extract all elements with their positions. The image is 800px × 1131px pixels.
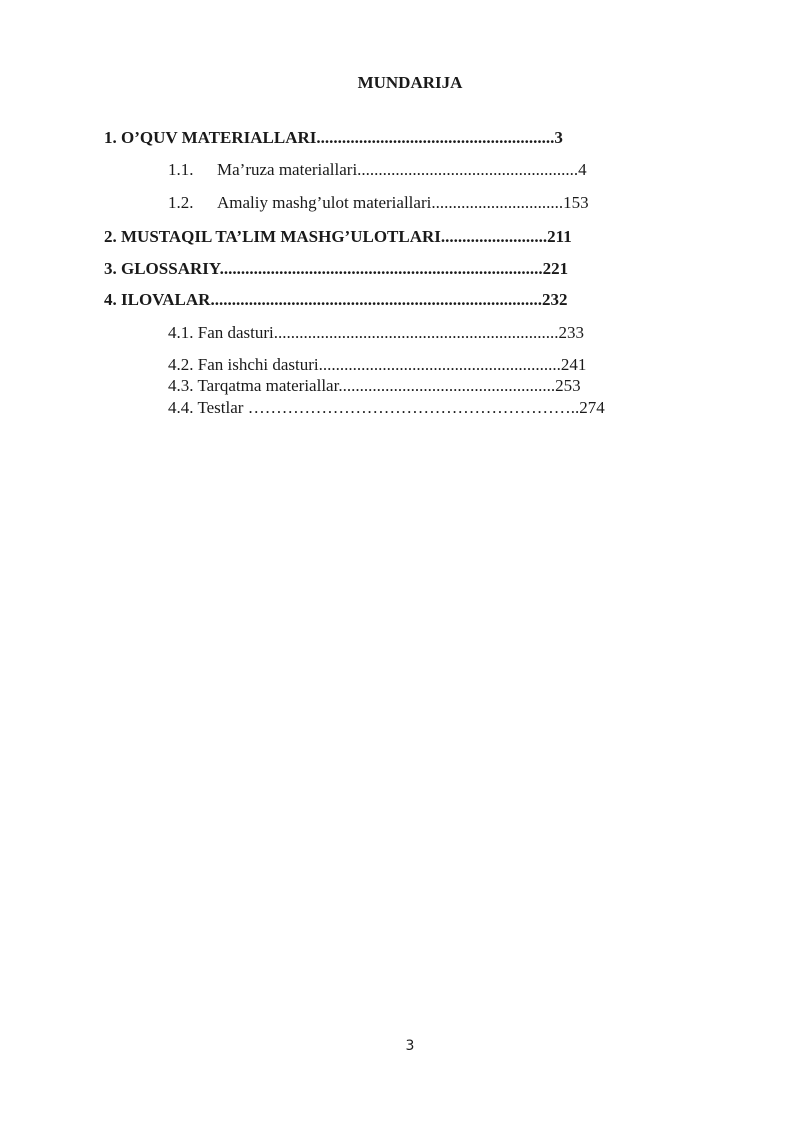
toc-leader-dots: ...................................................	[338, 376, 556, 395]
toc-entry-text: 4.3. Tarqatma materiallar	[168, 376, 339, 395]
toc-entry-1-1[interactable]	[168, 159, 630, 181]
toc-leader-dots: ....................................................	[357, 160, 579, 179]
toc-entry-4-4[interactable]	[168, 397, 630, 419]
document-title: MUNDARIJA	[357, 73, 463, 92]
toc-entry-text: 4.2. Fan ishchi dasturi	[168, 355, 319, 374]
toc-entry-text: Ma’ruza materiallari	[217, 160, 358, 179]
toc-entry-text: Amaliy mashg’ulot materiallari	[217, 193, 432, 212]
toc-entry-1-2[interactable]	[168, 192, 630, 214]
toc-entry-text: 3. GLOSSARIY	[104, 259, 220, 278]
toc-entry-1[interactable]	[104, 127, 624, 149]
toc-page-number: 3	[554, 128, 563, 147]
toc-page-number: 221	[542, 259, 569, 278]
toc-entry-text: 4. ILOVALAR	[104, 290, 211, 309]
toc-page-number: 233	[558, 323, 585, 342]
toc-entry-number: 1.1.	[168, 160, 194, 179]
toc-page-number: 274	[579, 398, 605, 417]
toc-entry-4[interactable]	[104, 289, 624, 311]
toc-entry-4-3[interactable]	[168, 375, 630, 397]
toc-entry-text: 2. MUSTAQIL TA’LIM MASHG’ULOTLARI	[104, 227, 441, 246]
toc-leader-dots: .........................................................	[318, 355, 561, 374]
toc-entry-3[interactable]	[104, 258, 624, 280]
toc-leader-dots: ...............................	[431, 193, 564, 212]
toc-leader-dots: ..............................................................................	[210, 290, 542, 309]
toc-entry-text: 4.4. Testlar	[168, 398, 248, 417]
toc-leader-dots: ........................................................	[316, 128, 555, 147]
toc-page-number: 211	[547, 227, 572, 246]
toc-entry-4-1[interactable]	[168, 322, 628, 344]
toc-leader-dots: ............................................................................	[219, 259, 543, 278]
toc-page-number: 241	[560, 355, 587, 374]
toc-page-number: 4	[578, 160, 587, 179]
toc-page-number: 232	[541, 290, 568, 309]
toc-page-number: 253	[555, 376, 581, 395]
toc-leader-dots: .........................	[440, 227, 548, 246]
toc-leader-dots: ...................................................................	[273, 323, 559, 342]
toc-entry-text: 4.1. Fan dasturi	[168, 323, 274, 342]
toc-entry-number: 1.2.	[168, 193, 194, 212]
toc-entry-text: 1. O’QUV MATERIALLARI	[104, 128, 317, 147]
toc-leader-dots: …………………………………………………..	[247, 398, 580, 417]
toc-entry-4-2[interactable]	[168, 354, 628, 376]
toc-entry-2[interactable]	[104, 226, 628, 248]
page-number: 3	[405, 1038, 415, 1054]
toc-page-number: 153	[563, 193, 589, 212]
